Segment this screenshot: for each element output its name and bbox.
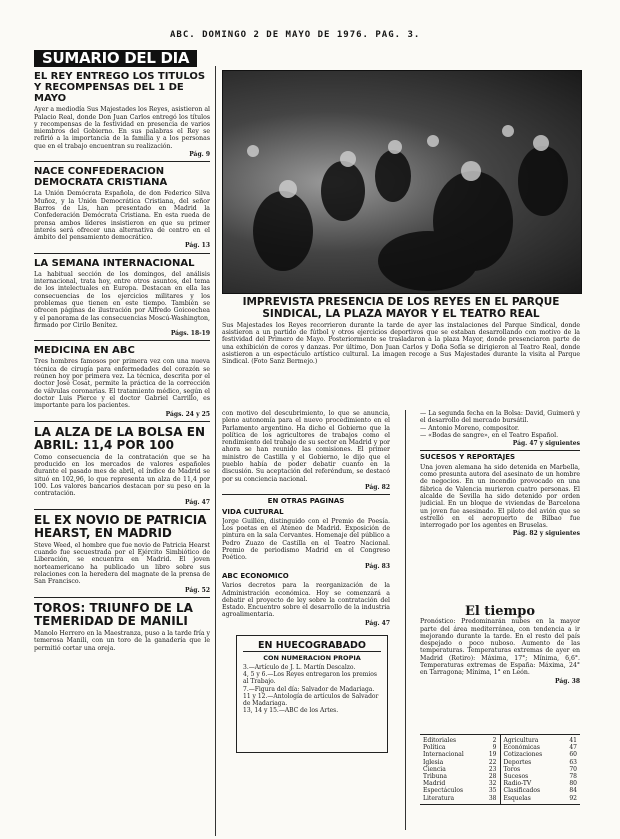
index-page: 19 xyxy=(488,751,497,759)
article-page: Págs. 24 y 25 xyxy=(165,410,210,418)
photo-headline: IMPREVISTA PRESENCIA DE LOS REYES EN EL PARQUE SINDICAL, LA PLAZA MAYOR Y EL TEATRO REAL xyxy=(242,296,560,320)
index-label: Política xyxy=(423,744,446,752)
article-text: — La segunda fecha en la Bolsa: David, Guimerà y el desarrollo del mercado bursátil. xyxy=(420,410,580,425)
index-row xyxy=(423,787,497,794)
sucesos-title: SUCESOS Y REPORTAJES xyxy=(420,453,516,462)
article-text: Varios decretos para la reorganización de la Administración económica. Hoy se comenzará a debatir el proyecto de ley sobre la contratación del Estado. Encuentro sobre el desarrollo de la industria agroalimentaria. xyxy=(222,582,390,619)
article-page: Pág. 9 xyxy=(189,151,210,159)
index-label: Económicas xyxy=(503,744,540,752)
article-page: Pág. 13 xyxy=(185,242,210,250)
index-label: Radio-TV xyxy=(503,780,532,788)
index-row xyxy=(423,780,497,787)
article-title: MEDICINA EN ABC xyxy=(34,345,135,357)
index-label: Literatura xyxy=(423,794,455,802)
index-label: Tribuna xyxy=(423,773,447,781)
article-title: NACE CONFEDERACION DEMOCRATA CRISTIANA xyxy=(34,166,168,189)
index-row xyxy=(504,795,578,802)
article-medicina xyxy=(34,345,210,417)
article-title: LA SEMANA INTERNACIONAL xyxy=(34,257,195,269)
article-page: Pág. 82 xyxy=(365,483,390,491)
article-semana xyxy=(34,258,210,338)
article-text: con motivo del descubrimiento, lo que se anuncia, pleno autonomía para el nuevo procedimiento en el Parlamento argentino. Ha dicho el Gobierno que la política de los agricultores de trabajos como el rendimiento del trabajo de su sector en Madrid y por ahora se han reunido las comisiones. El primer ministro de Castilla y el Gobierno, le dijo que el pueblo había de poder debatir cuanto en la discusión. Su aceptación del referéndum, se destacó por su conciencia nacional. xyxy=(222,410,390,483)
weather-title: El tiempo xyxy=(464,604,536,619)
section-index xyxy=(420,734,580,805)
divider xyxy=(34,253,210,254)
supp-item: 3.—Artículo de J. L. Martín Descalzo. xyxy=(243,664,356,671)
article-page: Pág. 47 xyxy=(365,619,390,627)
huecograbado-box xyxy=(236,635,388,753)
divider xyxy=(222,494,390,495)
divider xyxy=(420,450,580,451)
royal-visit-photo xyxy=(222,70,582,294)
column-divider xyxy=(405,410,406,830)
article-text: Ayer a mediodía Sus Majestades los Reyes, asistieron al Palacio Real, donde Don Juan Carlos entregó los títulos y recompensas de la festividad en presencia de varios miembros del Gobierno. En sus palabras el Rey se refirió a la importancia de la familia y a los personas que en el trabajo encuentran su realización. xyxy=(34,106,210,150)
article-rey xyxy=(34,71,210,158)
index-row xyxy=(504,773,578,780)
crowd-image xyxy=(223,71,581,293)
index-label: Deportes xyxy=(503,758,532,766)
index-row xyxy=(423,773,497,780)
index-row xyxy=(504,759,578,766)
index-page: 32 xyxy=(488,780,497,788)
summary-banner: SUMARIO DEL DIA xyxy=(34,50,197,67)
article-title: LA ALZA DE LA BOLSA EN ABRIL: 11,4 POR 100 xyxy=(34,424,205,452)
supp-item: 7.—Figura del día: Salvador de Madariaga. xyxy=(243,685,375,693)
index-label: Toros xyxy=(503,765,521,773)
index-label: Espectáculos xyxy=(423,787,464,795)
index-page: 80 xyxy=(569,780,577,788)
article-text: — Antonio Moreno, compositor. xyxy=(420,424,520,432)
index-page: 84 xyxy=(569,787,577,795)
index-left xyxy=(420,735,500,804)
index-label: Clasificados xyxy=(503,787,541,795)
divider xyxy=(34,340,210,341)
weather-page: Pág. 38 xyxy=(555,677,580,685)
divider xyxy=(34,509,210,510)
index-label: Internacional xyxy=(423,751,464,759)
index-row xyxy=(504,780,578,787)
index-right xyxy=(500,735,581,804)
supp-item: 13, 14 y 15.—ABC de los Artes. xyxy=(243,707,339,715)
index-label: Iglesia xyxy=(423,758,444,766)
article-page: Págs. 18-19 xyxy=(170,330,210,338)
index-page: 22 xyxy=(488,758,497,766)
index-label: Esquelas xyxy=(503,794,531,802)
article-text: La Unión Demócrata Española, de don Federico Silva Muñoz, y la Unión Democrática Cristiana, del señor Barros de Lis, han presentado en Madrid la Confederación Demócrata Cristiana. En esta rueda de prensa ambos líderes insistieron en que su primer interés será ofrecer una alternativa de centro en el ámbito del pensamiento democrático. xyxy=(34,190,210,242)
article-text: Como consecuencia de la contratación que se ha producido en los mercados de valores españoles durante el pasado mes de abril, el índice de Madrid se situó en 102,96, lo que representa un alza de 11,4 por 100. Los valores bancarios destacan por su peso en la contratación. xyxy=(34,453,210,498)
index-page: 38 xyxy=(488,794,497,802)
index-page: 70 xyxy=(569,765,577,773)
index-row xyxy=(504,766,578,773)
index-page: 9 xyxy=(492,744,497,752)
summary-column xyxy=(34,50,210,835)
photo-caption: Sus Majestades los Reyes recorrieron durante la tarde de ayer las instalaciones del Parque Sindical, donde asistieron a un partido de fútbol y otros ejercicios deportivos que se estaban desarrollando con motivo de la festividad del Primero de Mayo. Posteriormente se trasladaron a la plaza Mayor, donde presenciaron parte de una exhibición de coros y danzas. Por último, Don Juan Carlos y Doña Sofía se dirigieron al Teatro Real, donde asistieron a un espectáculo artístico cultural. La imagen recoge a Sus Majestades durante la visita al Parque Sindical. (Foto Sanz Bermejo.) xyxy=(222,322,580,366)
index-label: Agricultura xyxy=(503,737,539,744)
article-title: EL REY ENTREGO LOS TITULOS Y RECOMPENSAS DEL 1 DE MAYO xyxy=(34,71,206,105)
article-page: Pág. 82 y siguientes xyxy=(512,530,580,538)
article-text: Steve Weed, el hombre que fue novio de Patricia Hearst cuando fue secuestrada por el Ejército Simbiótico de Liberación, se encuentra en Madrid. El joven norteamericano ha publicado un libro sobre sus relaciones con la heredera del magnate de la prensa de San Francisco. xyxy=(34,541,210,586)
article-hearst xyxy=(34,514,210,594)
article-text: Tres hombres famosos por primera vez con una nueva técnica de cirugía para enfermedades del corazón se reúnen hoy por primera vez. La técnica, descrita por el doctor José Cosat, permite la práctica de la corrección de válvulas coronarias. El tratamiento médico, según el doctor Luis Pierce y el doctor Gabriel Carrillo, es importante para los pacientes. xyxy=(34,358,210,410)
index-row xyxy=(504,737,578,744)
supp-item: 11 y 12.—Antología de artículos de Salvador de Madariaga. xyxy=(243,692,379,708)
index-row xyxy=(423,751,497,758)
index-label: Cotizaciones xyxy=(503,751,543,759)
index-label: Sucesos xyxy=(503,773,529,781)
index-row xyxy=(504,751,578,758)
article-bolsa xyxy=(34,426,210,506)
index-page: 78 xyxy=(569,773,577,781)
index-page: 47 xyxy=(569,744,577,752)
vida-cultural-title: VIDA CULTURAL xyxy=(222,507,284,516)
index-label: Madrid xyxy=(423,780,446,788)
index-row xyxy=(504,744,578,751)
article-page: Pág. 83 xyxy=(365,562,390,570)
supp-title: EN HUECOGRABADO xyxy=(243,640,381,652)
divider xyxy=(34,421,210,422)
index-page: 92 xyxy=(569,794,577,802)
index-page: 60 xyxy=(569,751,577,759)
article-text: Manolo Herrero en la Maestranza, puso a la tarde fría y temerosa Manili, con un toro de la ganadería que le permitió cortar una oreja. xyxy=(34,629,210,652)
index-label: Ciencia xyxy=(423,765,446,773)
abc-economico-title: ABC ECONOMICO xyxy=(222,571,289,580)
article-text: Jorge Guillén, distinguido con el Premio de Poesía. Los poetas en el Ateneo de Madrid. Exposición de pintura en la sala Cervantes. Homenaje del público a Pedro Zuazo de Castilla en el Teatro Nacional. Premio de periodismo Madrid en el Congreso Poético. xyxy=(222,517,390,562)
article-text: — «Bodas de sangre», en el Teatro Español. xyxy=(420,431,559,439)
article-confederacion xyxy=(34,166,210,249)
article-title: TOROS: TRIUNFO DE LA TEMERIDAD DE MANILI xyxy=(34,600,193,628)
index-page: 2 xyxy=(492,737,497,744)
article-page: Pág. 47 xyxy=(185,498,210,506)
middle-column xyxy=(222,410,390,635)
right-column xyxy=(420,410,580,605)
index-page: 63 xyxy=(569,758,577,766)
index-row xyxy=(423,759,497,766)
supp-subtitle: CON NUMERACION PROPIA xyxy=(263,654,361,662)
index-row xyxy=(423,744,497,751)
index-page: 23 xyxy=(488,765,497,773)
divider xyxy=(34,161,210,162)
divider xyxy=(34,597,210,598)
index-row xyxy=(423,795,497,802)
article-text: La habitual sección de los domingos, del análisis internacional, trata hoy, entre otros asuntos, del tema de los intelectuales en Europa. Destacan en ella las consecuencias de los ejercicios militares y los problemas que tienen en este tiempo. También se ofrecen páginas de ilustración por Alfredo Goicoechea y el panorama de las consecuencias Moscú-Washington, firmado por Cirilo Benítez. xyxy=(34,270,210,329)
article-text: Una joven alemana ha sido detenida en Marbella, como presunta autora del asesinato de un hombre de negocios. En un incendio provocado en una fábrica de Valencia murieron cuatro personas. El alcalde de Sevilla ha sido detenido por orden judicial. En un bloque de viviendas de Barcelona un joven fue asesinado. El piloto del avión que se estrelló en el aeropuerto de Bilbao fue interrogado por los agentes en Bruselas. xyxy=(420,463,580,530)
article-toros xyxy=(34,602,210,652)
index-page: 28 xyxy=(488,773,497,781)
index-page: 35 xyxy=(488,787,497,795)
otras-paginas-title: EN OTRAS PAGINAS xyxy=(267,497,345,506)
page-header: ABC. DOMINGO 2 DE MAYO DE 1976. PAG. 3. xyxy=(170,30,421,40)
weather-section xyxy=(420,604,580,687)
supp-item: 4, 5 y 6.—Los Reyes entregaron los premios al Trabajo. xyxy=(243,671,377,686)
article-page: Pág. 52 xyxy=(185,586,210,594)
index-row xyxy=(423,766,497,773)
article-page: Pág. 47 y siguientes xyxy=(512,440,580,448)
index-row xyxy=(504,787,578,794)
index-row xyxy=(423,737,497,744)
index-label: Editoriales xyxy=(423,737,457,744)
article-title: EL EX NOVIO DE PATRICIA HEARST, EN MADRID xyxy=(34,512,207,540)
weather-text: Pronóstico: Predominarán nubes en la mayor parte del área mediterránea, con tendencia a ir mejorando durante la tarde. En el resto del país despejado o poco nuboso. Aumento de las temperaturas. Temperaturas extremas de ayer en Madrid (Retiro): Máxima, 17°; Mínima, 6,6°. Temperaturas extremas de España: Máxima, 24° en Tarragona; Mínima, 1° en León. xyxy=(420,618,580,677)
index-page: 41 xyxy=(569,737,577,744)
column-divider xyxy=(215,66,216,836)
